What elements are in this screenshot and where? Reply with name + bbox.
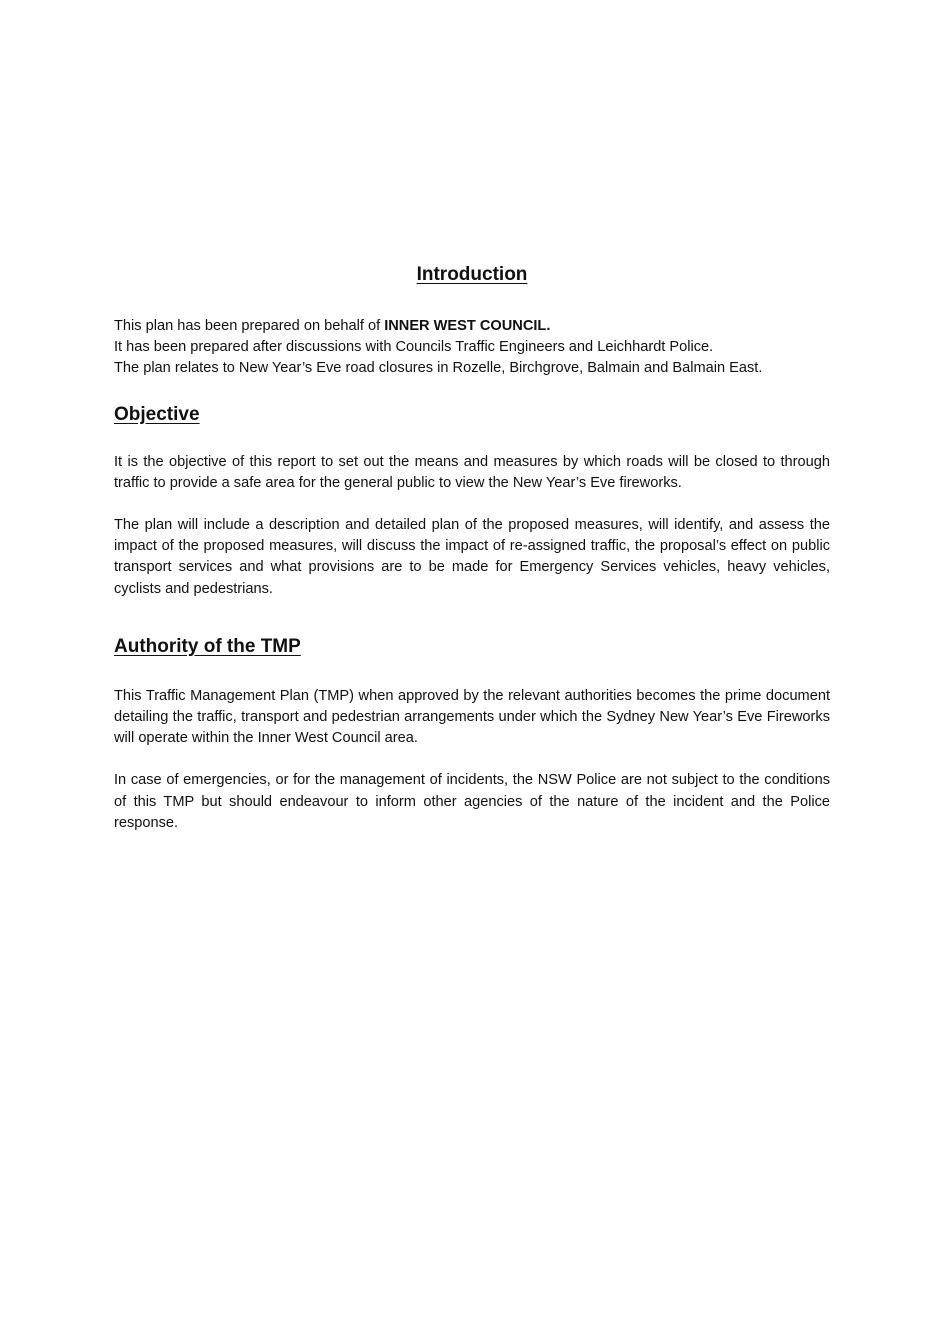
authority-heading: Authority of the TMP <box>114 635 301 657</box>
document-content <box>114 262 830 834</box>
council-name: INNER WEST COUNCIL. <box>384 318 551 334</box>
authority-paragraph-1: This Traffic Management Plan (TMP) when approved by the relevant authorities becomes the prime document detailing the traffic, transport and pedestrian arrangements under which the Sydney New Year’s Eve Fireworks will operate within the Inner West Council area. <box>114 687 830 747</box>
introduction-line-3: The plan relates to New Year’s Eve road closures in Rozelle, Birchgrove, Balmain and Balmain East. <box>114 360 763 377</box>
introduction-line-1-prefix: This plan has been prepared on behalf of <box>114 318 385 334</box>
objective-heading: Objective <box>114 403 200 425</box>
objective-paragraph-2: The plan will include a description and detailed plan of the proposed measures, will identify, and assess the impact of the proposed measures, will discuss the impact of re-assigned traffic, the proposal’s effect on public transport services and what provisions are to be made for Emergency Services vehicles, heavy vehicles, cyclists and pedestrians. <box>114 517 830 597</box>
introduction-text <box>114 316 830 380</box>
introduction-line-2: It has been prepared after discussions with Councils Traffic Engineers and Leichhardt Police. <box>114 339 714 356</box>
introduction-line-1 <box>114 316 830 337</box>
introduction-title: Introduction <box>416 264 528 285</box>
authority-paragraph-2: In case of emergencies, or for the management of incidents, the NSW Police are not subject to the conditions of this TMP but should endeavour to inform other agencies of the nature of the incident and the Police response. <box>114 772 830 831</box>
objective-paragraph-1: It is the objective of this report to set out the means and measures by which roads will be closed to through traffic to provide a safe area for the general public to view the New Year’s Eve fireworks. <box>114 453 830 491</box>
